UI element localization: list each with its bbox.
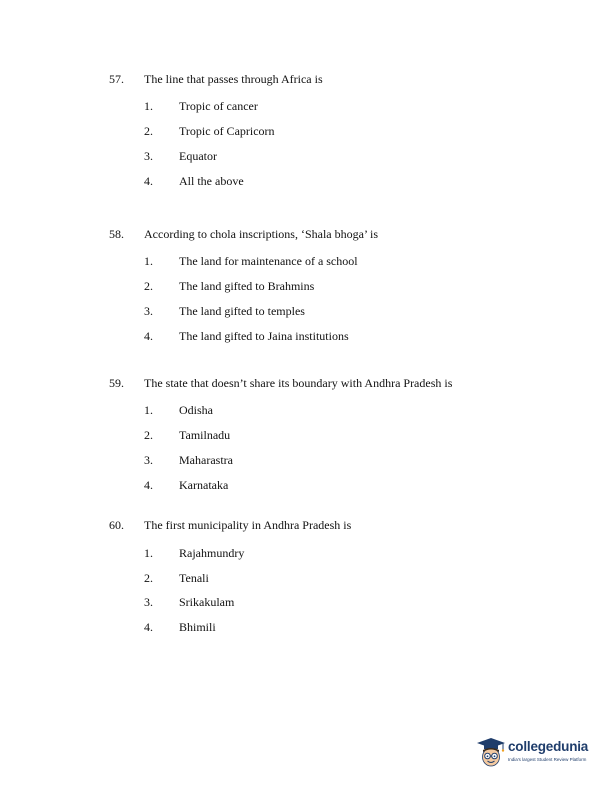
option-text: Maharastra: [179, 453, 233, 467]
question-text: According to chola inscriptions, ‘Shala bhoga’ is: [144, 227, 379, 241]
question-text: The line that passes through Africa is: [144, 72, 323, 86]
question-number: 57.: [109, 72, 124, 86]
option-number: 3.: [144, 595, 153, 609]
option-number: 2.: [144, 124, 153, 138]
question-number: 58.: [109, 227, 124, 241]
option-number: 3.: [144, 304, 153, 318]
question-58: [109, 226, 569, 343]
question-stem: [109, 517, 569, 533]
question-text: The first municipality in Andhra Pradesh is: [144, 518, 352, 532]
option-text: Tenali: [179, 571, 209, 585]
option-text: Equator: [179, 149, 217, 163]
option-number: 4.: [144, 620, 153, 634]
option-text: Odisha: [179, 403, 213, 417]
question-60: [109, 517, 569, 634]
option-number: 2.: [144, 571, 153, 585]
option-number: 2.: [144, 279, 153, 293]
question-59: [109, 375, 569, 492]
collegedunia-logo: [474, 733, 598, 773]
option-number: 4.: [144, 478, 153, 492]
option-number: 3.: [144, 149, 153, 163]
option-number: 1.: [144, 254, 153, 268]
logo-tagline: India's largest Student Review Platform: [508, 757, 587, 762]
option-text: All the above: [179, 174, 244, 188]
question-text: The state that doesn’t share its boundary with Andhra Pradesh is: [144, 376, 453, 390]
option-text: The land gifted to temples: [179, 304, 305, 318]
question-stem: [109, 71, 569, 87]
question-57: [109, 71, 569, 188]
option-text: Srikakulam: [179, 595, 235, 609]
logo-wordmark: collegedunia: [508, 739, 589, 754]
option-text: Rajahmundry: [179, 546, 245, 560]
option-number: 3.: [144, 453, 153, 467]
option-number: 4.: [144, 174, 153, 188]
question-stem: [109, 226, 569, 242]
option-number: 1.: [144, 403, 153, 417]
option-text: Tropic of Capricorn: [179, 124, 275, 138]
option-text: Tropic of cancer: [179, 99, 258, 113]
option-text: The land for maintenance of a school: [179, 254, 358, 268]
option-text: The land gifted to Brahmins: [179, 279, 315, 293]
option-text: Karnataka: [179, 478, 229, 492]
question-number: 60.: [109, 518, 124, 532]
option-number: 1.: [144, 546, 153, 560]
option-number: 1.: [144, 99, 153, 113]
option-number: 2.: [144, 428, 153, 442]
question-number: 59.: [109, 376, 124, 390]
option-text: Bhimili: [179, 620, 216, 634]
question-stem: [109, 375, 569, 391]
option-number: 4.: [144, 329, 153, 343]
option-text: The land gifted to Jaina institutions: [179, 329, 349, 343]
option-text: Tamilnadu: [179, 428, 231, 442]
student-mascot-icon: [476, 737, 506, 769]
